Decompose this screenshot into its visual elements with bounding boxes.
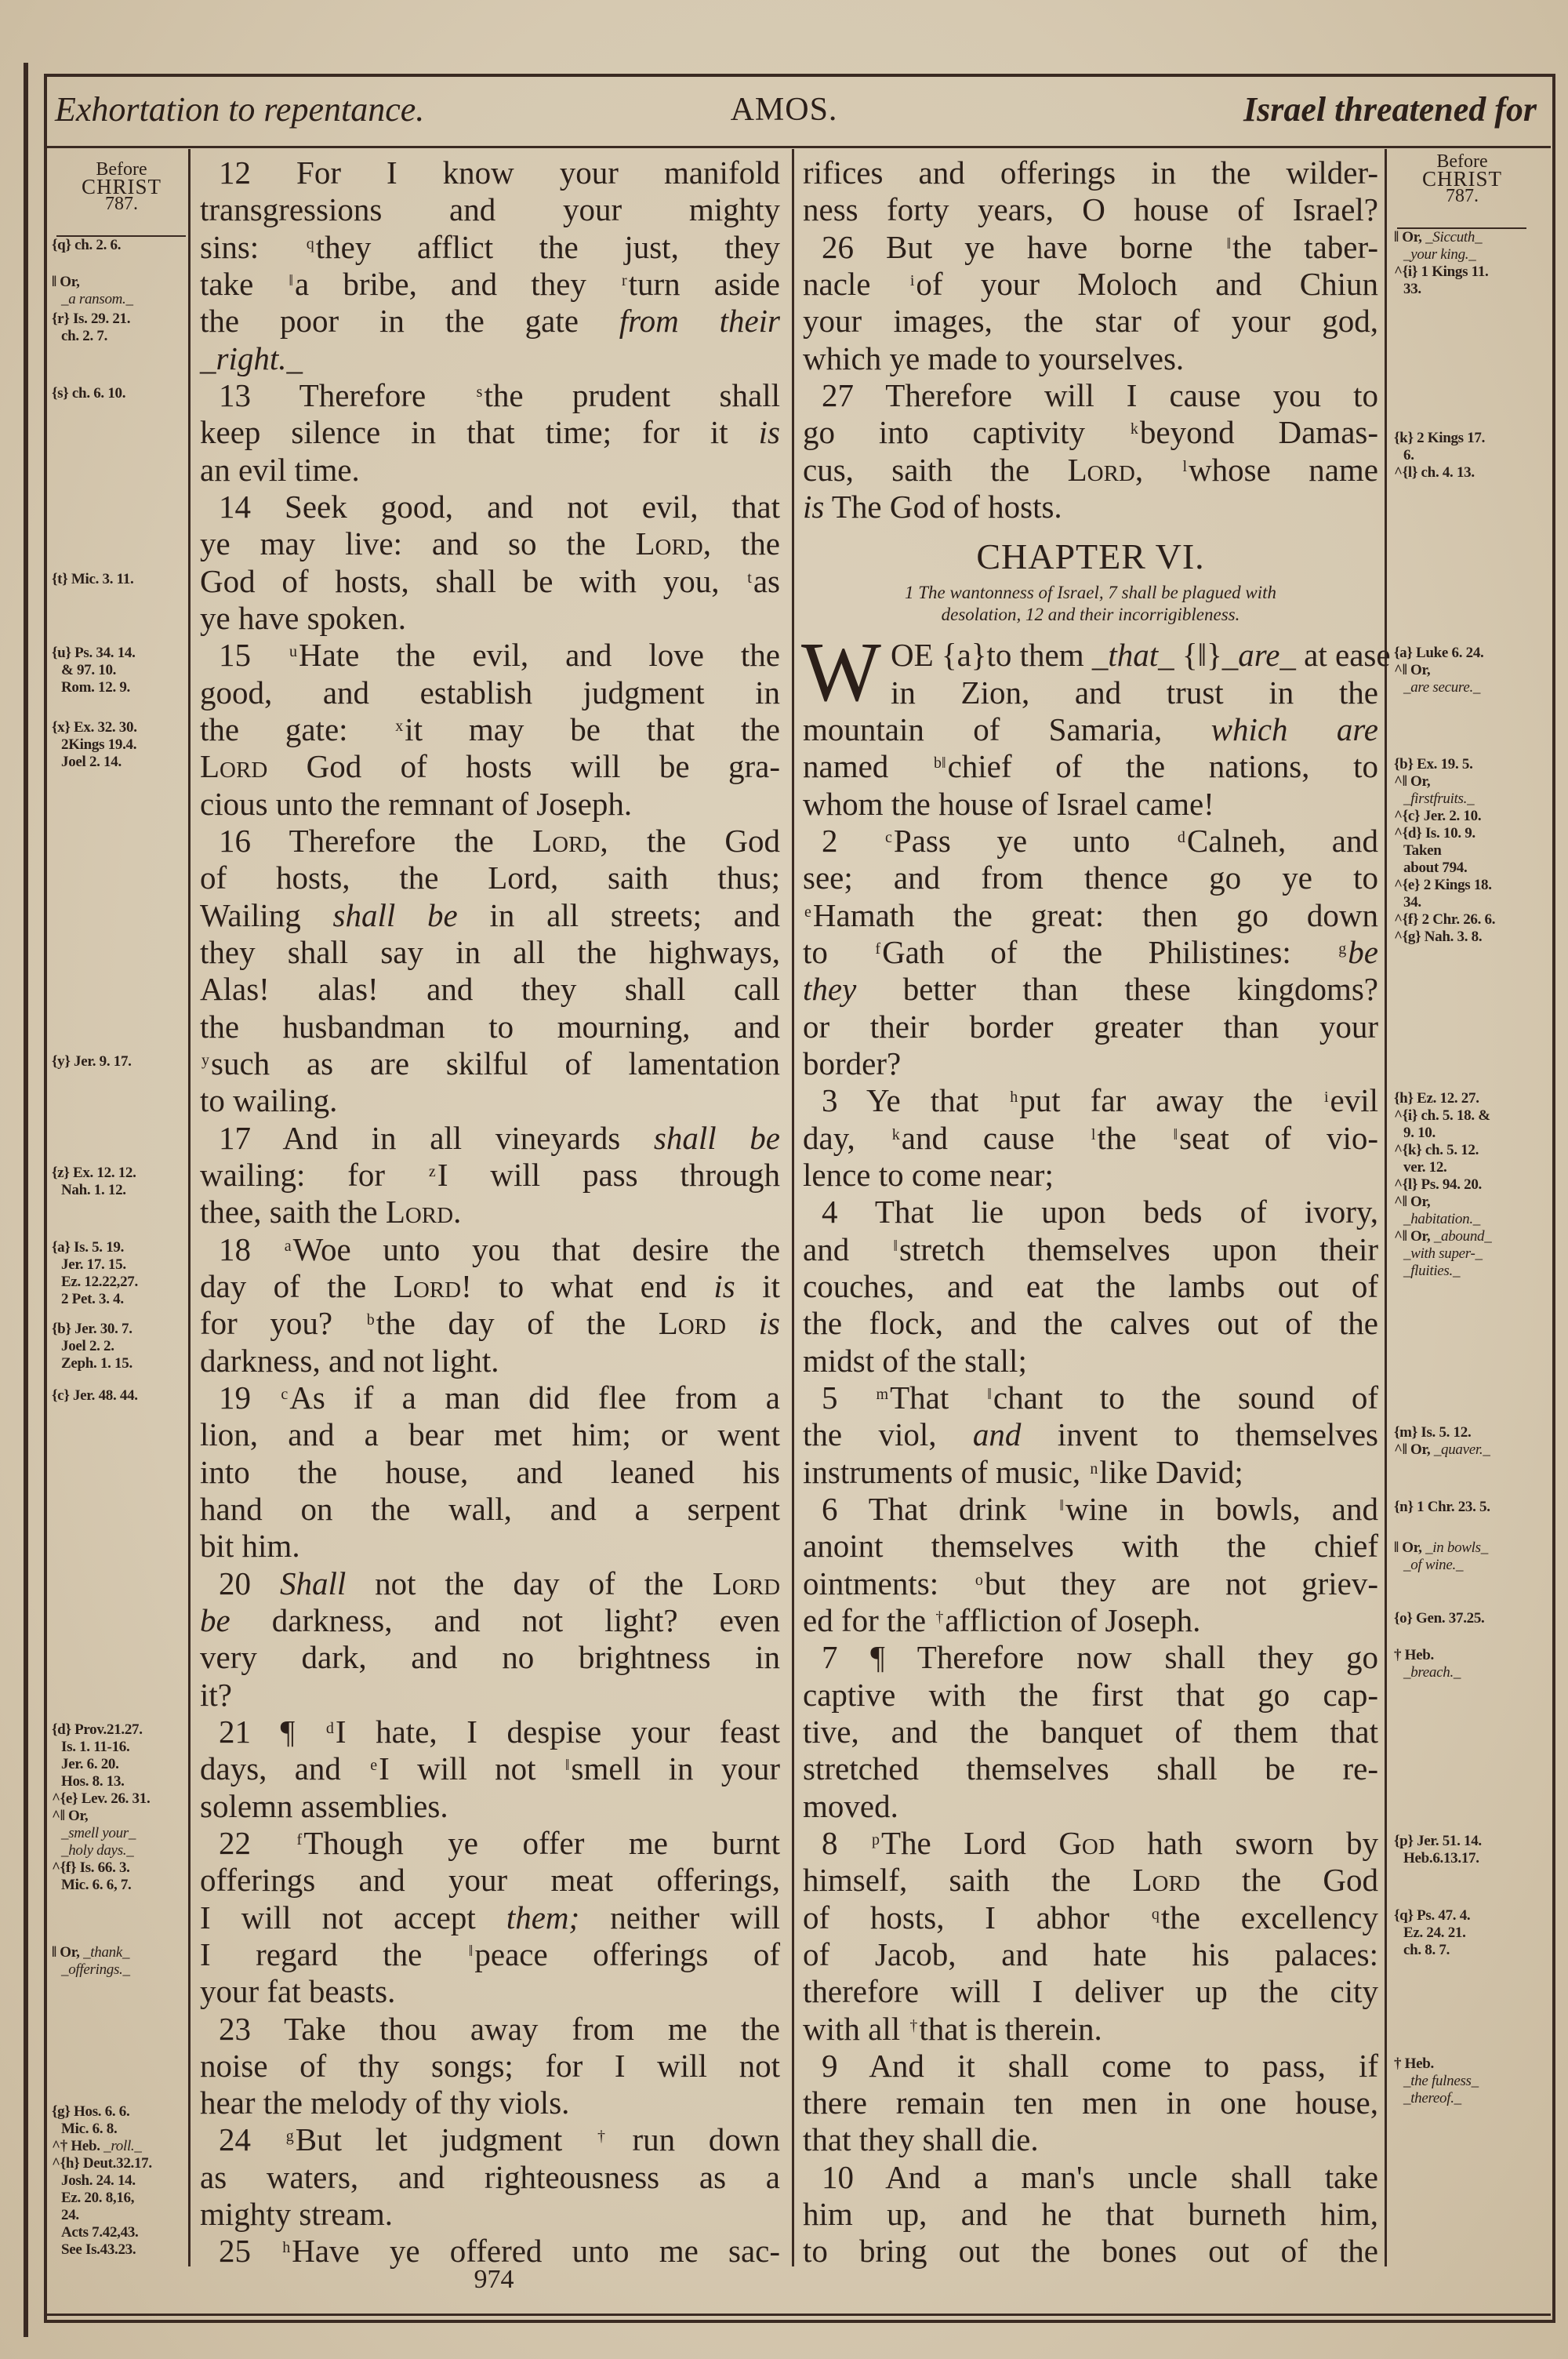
- text-line: an evil time.: [200, 451, 360, 488]
- text-line: 6 That drink ‖wine in bowls, and: [822, 1490, 1378, 1527]
- column-divider: [792, 149, 794, 2266]
- text-line: ness forty years, O house of Israel?: [803, 191, 1378, 228]
- page-number: 974: [474, 2265, 514, 2294]
- margin-note: [1394, 229, 1488, 298]
- text-line: 23 Take thou away from me the: [219, 2010, 780, 2047]
- margin-note-row: ^{i} ch. 5. 18. &: [1394, 1107, 1490, 1125]
- margin-note-row: _smell your_: [61, 1824, 136, 1841]
- margin-note-row: _a ransom._: [61, 290, 133, 307]
- margin-note-row: {b} Jer. 30. 7.: [52, 1320, 132, 1337]
- margin-note: [52, 1053, 132, 1070]
- text-line: ye may live: and so the Lord, the: [200, 525, 780, 562]
- margin-note: [52, 385, 125, 402]
- margin-note: [1394, 1539, 1488, 1574]
- margin-note-row: {y} Jer. 9. 17.: [52, 1052, 132, 1070]
- margin-note: [1394, 430, 1485, 482]
- text-line: captive with the first that go cap-: [803, 1676, 1378, 1713]
- margin-note-row: ^{k} ch. 5. 12.: [1394, 1142, 1479, 1159]
- text-line: 7 ¶ Therefore now shall they go: [822, 1639, 1378, 1676]
- text-line: whom the house of Israel came!: [803, 785, 1214, 822]
- margin-note-row: {u} Ps. 34. 14.: [52, 645, 136, 662]
- text-line: 12 For I know your manifold: [219, 154, 780, 191]
- text-line: border?: [803, 1045, 902, 1081]
- margin-note-row: & 97. 10.: [61, 662, 117, 679]
- text-line: mighty stream.: [200, 2196, 393, 2233]
- margin-note-row: ‖ Or, _in bowls_: [1394, 1539, 1488, 1556]
- text-line: as waters, and righteousness as a: [200, 2158, 780, 2195]
- text-line: mountain of Samaria, which are: [803, 711, 1378, 747]
- text-line: into the house, and leaned his: [200, 1453, 780, 1490]
- text-line: Alas! alas! and they shall call: [200, 971, 780, 1008]
- text-line: moved.: [803, 1787, 898, 1824]
- margin-note-row: {c} Jer. 48. 44.: [52, 1387, 138, 1404]
- margin-note-row: _your king._: [1403, 246, 1476, 264]
- text-line: himself, saith the Lord the God: [803, 1862, 1378, 1899]
- christ-label: CHRIST: [1421, 167, 1503, 191]
- margin-note-row: ^{h} Deut.32.17.: [52, 2155, 152, 2172]
- margin-note-row: {o} Gen. 37.25.: [1394, 1609, 1485, 1627]
- margin-note-row: {r} Is. 29. 21.: [52, 311, 131, 328]
- text-line: 15 $^u$Hate the evil, and love the: [219, 637, 780, 674]
- header-rule: [45, 146, 1551, 148]
- margin-note-row: {z} Ex. 12. 12.: [52, 1164, 136, 1181]
- margin-note: [1394, 1499, 1490, 1516]
- text-line: cus, saith the Lord, $^l$whose name: [803, 451, 1378, 488]
- margin-note: [52, 1944, 130, 1979]
- text-line: 16 Therefore the Lord, the God: [219, 822, 781, 859]
- text-line: see; and from thence go ye to: [803, 860, 1378, 896]
- text-line: day, $^k$and cause $^l$the ‖seat of vio-: [803, 1119, 1378, 1156]
- margin-note-row: Ez. 24. 21.: [1403, 1924, 1466, 1941]
- margin-note-row: † Heb.: [1394, 1647, 1434, 1664]
- text-line: nacle $^i$of your Moloch and Chiun: [803, 265, 1379, 302]
- margin-note: [1394, 1907, 1470, 1959]
- margin-note-row: {a} Luke 6. 24.: [1394, 645, 1484, 662]
- text-line: keep silence in that time; for it is: [200, 414, 780, 451]
- margin-note-row: {g} Hos. 6. 6.: [52, 2103, 130, 2121]
- book-title: AMOS.: [730, 92, 838, 128]
- margin-note-row: ‖ Or, _Siccuth_: [1394, 229, 1483, 246]
- text-line: midst of the stall;: [803, 1342, 1027, 1379]
- text-line: Wailing shall be in all streets; and: [200, 896, 780, 933]
- margin-note-row: Jer. 17. 15.: [61, 1256, 126, 1273]
- margin-note-row: Ez. 12.22,27.: [61, 1273, 138, 1290]
- margin-note: [52, 311, 130, 345]
- text-line: solemn assemblies.: [200, 1787, 448, 1824]
- margin-note-row: 34.: [1403, 894, 1421, 911]
- text-line: your fat beasts.: [200, 1973, 396, 2010]
- margin-note-row: 2Kings 19.4.: [61, 736, 137, 753]
- text-line: 8 $^p$The Lord God hath sworn by: [822, 1824, 1379, 1861]
- margin-note-row: ‖ Or, _thank_: [52, 1943, 130, 1961]
- margin-note-row: _thereof._: [1403, 2089, 1461, 2106]
- text-line: 9 And it shall come to pass, if: [822, 2047, 1378, 2084]
- margin-note-row: ch. 2. 7.: [61, 328, 108, 345]
- christ-label: CHRIST: [81, 175, 162, 198]
- margin-note-row: Acts 7.42,43.: [61, 2224, 139, 2241]
- margin-note-row: {a} Is. 5. 19.: [52, 1238, 125, 1256]
- text-line: ye have spoken.: [200, 599, 406, 636]
- margin-note: [52, 645, 136, 696]
- text-line: days, and $^e$I will not ‖smell in your: [200, 1750, 781, 1787]
- text-line: I regard the ‖peace offerings of: [200, 1936, 780, 1972]
- text-line: the flock, and the calves out of the: [803, 1305, 1378, 1342]
- text-line: 3 Ye that $^h$put far away the $^i$evil: [822, 1082, 1378, 1119]
- margin-note-row: ch. 8. 7.: [1403, 1941, 1450, 1958]
- text-line: 25 $^h$Have ye offered unto me sac-: [219, 2233, 780, 2270]
- margin-note-row: ^‖ Or, _quaver._: [1394, 1441, 1490, 1459]
- text-line: 2 $^c$Pass ye unto $^d$Calneh, and: [822, 822, 1379, 859]
- bottom-rule: [45, 2314, 1551, 2316]
- margin-note: [52, 1321, 132, 1372]
- text-line: of hosts, the Lord, saith thus;: [200, 860, 780, 896]
- margin-note-row: Ez. 20. 8,16,: [61, 2190, 135, 2207]
- text-line: it?: [200, 1676, 232, 1713]
- text-line: ed for the †affliction of Joseph.: [803, 1601, 1201, 1638]
- text-line: 19 $^c$As if a man did flee from a: [219, 1379, 780, 1416]
- text-line: to $^f$Gath of the Philistines: $^g$be: [803, 933, 1378, 970]
- margin-note-row: _habitation._: [1403, 1211, 1480, 1228]
- margin-note-row: ‖ Or,: [52, 273, 80, 290]
- text-line: or their border greater than your: [803, 1008, 1378, 1045]
- margin-note: [1394, 1610, 1485, 1627]
- margin-note-row: Taken: [1403, 842, 1442, 860]
- margin-note-row: {b} Ex. 19. 5.: [1394, 756, 1473, 773]
- text-line: the poor in the gate from their: [200, 303, 781, 340]
- margin-note: [1394, 756, 1495, 946]
- text-line: they better than these kingdoms?: [803, 971, 1378, 1008]
- chapter-summary: desolation, 12 and their incorrigibleness.: [941, 605, 1240, 624]
- margin-note-row: Mic. 6. 8.: [61, 2121, 118, 2138]
- text-line: anoint themselves with the chief: [803, 1528, 1378, 1565]
- margin-note: [52, 1721, 150, 1894]
- text-line: $^y$such as are skilful of lamentation: [201, 1045, 780, 1081]
- text-line: 5 $^m$That ‖chant to the sound of: [822, 1379, 1378, 1416]
- chapter-summary: 1 The wantonness of Israel, 7 shall be plagued with: [904, 583, 1277, 602]
- margin-note-row: Josh. 24. 14.: [61, 2172, 136, 2190]
- text-line: 13 Therefore $^s$the prudent shall: [219, 376, 780, 413]
- text-line: 27 Therefore will I cause you to: [822, 376, 1378, 413]
- margin-note: [52, 719, 137, 771]
- margin-note-row: _the fulness_: [1403, 2072, 1479, 2089]
- text-line: cious unto the remnant of Joseph.: [200, 785, 633, 822]
- margin-note-row: 33.: [1403, 281, 1421, 298]
- margin-note-row: Joel 2. 2.: [61, 1337, 114, 1354]
- text-line: be darkness, and not light? even: [200, 1601, 780, 1638]
- margin-note-row: {n} 1 Chr. 23. 5.: [1394, 1498, 1490, 1515]
- margin-note-row: 9. 10.: [1403, 1125, 1436, 1142]
- text-line: which ye made to yourselves.: [803, 340, 1185, 376]
- margin-note-row: {s} ch. 6. 10.: [52, 384, 126, 402]
- text-line: 21 ¶ $^d$I hate, I despise your feast: [219, 1713, 781, 1750]
- margin-note: [1394, 1833, 1482, 1867]
- text-line: 14 Seek good, and not evil, that: [219, 488, 780, 525]
- margin-note-row: ^{e} 2 Kings 18.: [1394, 877, 1492, 894]
- margin-note-row: _fluities._: [1403, 1263, 1461, 1280]
- margin-note-row: ^{l} Ps. 94. 20.: [1394, 1176, 1482, 1194]
- margin-note-row: ^{f} Is. 66. 3.: [52, 1859, 130, 1876]
- text-line: of hosts, I abhor $^q$the excellency: [803, 1899, 1378, 1936]
- text-line: to bring out the bones out of the: [803, 2233, 1378, 2270]
- margin-note-row: ^‖ Or,: [1394, 662, 1431, 679]
- text-line: him up, and he that burneth him,: [803, 2196, 1378, 2233]
- text-line: $^e$Hamath the great: then go down: [804, 896, 1378, 933]
- margin-note-row: ^† Heb. _roll._: [52, 2138, 142, 2155]
- text-line: 22 $^f$Though ye offer me burnt: [219, 1824, 781, 1861]
- chapter-heading: CHAPTER VI.: [976, 536, 1205, 576]
- margin-note-row: _of wine._: [1403, 1556, 1464, 1573]
- text-line: take ‖a bribe, and they $^r$turn aside: [200, 265, 781, 302]
- margin-note: [52, 1165, 136, 1199]
- text-line: go into captivity $^k$beyond Damas-: [803, 414, 1378, 451]
- margin-note: [52, 274, 133, 308]
- margin-note: [52, 1239, 138, 1308]
- margin-note-row: Hos. 8. 13.: [61, 1772, 125, 1790]
- text-line: and ‖stretch themselves upon their: [803, 1230, 1378, 1267]
- margin-note: [52, 1387, 138, 1405]
- margin-note-row: ^{i} 1 Kings 11.: [1394, 264, 1489, 281]
- margin-note-row: _with super-_: [1403, 1245, 1483, 1263]
- text-line: thee, saith the Lord.: [200, 1194, 462, 1230]
- text-line: hear the melody of thy viols.: [200, 2085, 570, 2121]
- margin-note-row: {q} ch. 2. 6.: [52, 236, 122, 253]
- running-head-right: Israel threatened for: [1243, 90, 1537, 129]
- text-line: is The God of hosts.: [803, 488, 1062, 525]
- text-line: bit him.: [200, 1528, 300, 1565]
- text-line: the viol, and invent to themselves: [803, 1416, 1378, 1453]
- text-line: I will not accept them; neither will: [200, 1899, 780, 1936]
- text-line: lion, and a bear met him; or went: [200, 1416, 780, 1453]
- text-line: 24 $^g$But let judgment †run down: [219, 2121, 781, 2158]
- text-line: 26 But ye have borne ‖the taber-: [822, 228, 1378, 265]
- text-line: your images, the star of your god,: [803, 303, 1378, 340]
- margin-note: [1394, 1090, 1491, 1280]
- margin-note-row: {t} Mic. 3. 11.: [52, 570, 134, 587]
- text-line: rifices and offerings in the wilder-: [803, 154, 1378, 191]
- margin-note-row: ^‖ Or, _abound_: [1394, 1228, 1492, 1245]
- text-line: that they shall die.: [803, 2121, 1039, 2158]
- text-line: in Zion, and trust in the: [891, 674, 1378, 711]
- margin-note-row: 6.: [1403, 446, 1414, 463]
- year-label: 787.: [105, 194, 138, 214]
- text-line: therefore will I deliver up the city: [803, 1973, 1378, 2010]
- margin-note-row: {q} Ps. 47. 4.: [1394, 1906, 1471, 1924]
- text-line: there remain ten men in one house,: [803, 2085, 1378, 2121]
- margin-note: [52, 237, 121, 254]
- margin-note-row: ^{d} Is. 10. 9.: [1394, 825, 1475, 842]
- margin-note: [1394, 1647, 1461, 1681]
- margin-note: [1394, 1424, 1490, 1459]
- text-line: 4 That lie upon beds of ivory,: [822, 1194, 1378, 1230]
- text-line: 20 Shall not the day of the Lord: [219, 1565, 781, 1601]
- margin-note-row: Jer. 6. 20.: [61, 1755, 119, 1772]
- text-line: stretched themselves shall be re-: [803, 1750, 1378, 1787]
- date-box-right: [1396, 153, 1529, 205]
- margin-note-row: ^{g} Nah. 3. 8.: [1394, 929, 1483, 946]
- text-line: 10 And a man's uncle shall take: [822, 2158, 1378, 2195]
- text-line: _right._: [200, 340, 303, 376]
- before-label: Before: [96, 159, 147, 180]
- text-line: the gate: $^x$it may be that the: [200, 711, 780, 747]
- margin-note-row: ^‖ Or,: [52, 1807, 89, 1824]
- text-line: Lord God of hosts will be gra-: [200, 748, 780, 785]
- year-label: 787.: [1446, 186, 1479, 206]
- text-line: couches, and eat the lambs out of: [803, 1267, 1378, 1304]
- margin-note-row: Joel 2. 14.: [61, 753, 122, 770]
- text-line: with all †that is therein.: [803, 2010, 1102, 2047]
- margin-note-row: {d} Prov.21.27.: [52, 1721, 143, 1738]
- text-line: 17 And in all vineyards shall be: [219, 1119, 780, 1156]
- text-line: for you? $^b$the day of the Lord is: [200, 1305, 781, 1342]
- column-divider: [1385, 149, 1387, 2266]
- margin-note-row: {m} Is. 5. 12.: [1394, 1424, 1472, 1441]
- margin-note: [1394, 2055, 1479, 2107]
- margin-note-row: _firstfruits._: [1403, 791, 1475, 808]
- margin-note-row: 2 Pet. 3. 4.: [61, 1290, 124, 1307]
- text-line: of Jacob, and hate his palaces:: [803, 1936, 1378, 1972]
- margin-note-row: _offerings._: [61, 1961, 130, 1978]
- margin-note-row: Rom. 12. 9.: [61, 679, 130, 696]
- margin-note-row: ^{l} ch. 4. 13.: [1394, 463, 1475, 481]
- margin-note-row: Nah. 1. 12.: [61, 1181, 126, 1198]
- text-line: the husbandman to mourning, and: [200, 1008, 780, 1045]
- margin-note-row: Heb.6.13.17.: [1403, 1849, 1479, 1866]
- text-line: very dark, and no brightness in: [200, 1639, 780, 1676]
- text-line: darkness, and not light.: [200, 1342, 499, 1379]
- margin-note-row: _breach._: [1403, 1664, 1461, 1681]
- text-line: day of the Lord! to what end is it: [200, 1267, 780, 1304]
- margin-note-row: ^{e} Lev. 26. 31.: [52, 1790, 151, 1807]
- margin-note-row: Mic. 6. 6, 7.: [61, 1876, 132, 1893]
- text-line: noise of thy songs; for I will not: [200, 2047, 780, 2084]
- text-line: sins: $^q$they afflict the just, they: [200, 228, 780, 265]
- margin-note-row: ver. 12.: [1403, 1159, 1447, 1176]
- margin-note-row: {x} Ex. 32. 30.: [52, 718, 137, 736]
- text-line: hand on the wall, and a serpent: [200, 1490, 780, 1527]
- before-label: Before: [1436, 151, 1488, 172]
- text-line: 18 $^a$Woe unto you that desire the: [219, 1230, 781, 1267]
- margin-note-row: ^{f} 2 Chr. 26. 6.: [1394, 911, 1496, 929]
- margin-note-row: Is. 1. 11-16.: [61, 1738, 130, 1755]
- text-line: OE {a}to them _that_ {‖}_are_ at ease: [891, 637, 1391, 674]
- text-line: named $^{b‖}$chief of the nations, to: [803, 748, 1378, 785]
- margin-note-row: See Is.43.23.: [61, 2241, 136, 2259]
- margin-note-row: Zeph. 1. 15.: [61, 1354, 132, 1372]
- margin-note-row: ^‖ Or,: [1394, 1194, 1431, 1211]
- text-line: ointments: $^o$but they are not griev-: [803, 1565, 1378, 1601]
- margin-note: [52, 571, 133, 588]
- margin-note-row: 24.: [61, 2207, 79, 2224]
- margin-note: [52, 2103, 152, 2259]
- margin-note-row: {k} 2 Kings 17.: [1394, 429, 1486, 446]
- margin-note-row: ^‖ Or,: [1394, 773, 1431, 791]
- text-line: they shall say in all the highways,: [200, 933, 780, 970]
- date-box-left: [55, 161, 188, 213]
- drop-cap: W: [801, 626, 881, 719]
- column-divider: [188, 149, 191, 2266]
- text-line: wailing: for $^z$I will pass through: [200, 1156, 780, 1193]
- margin-note-row: about 794.: [1403, 860, 1468, 877]
- text-line: offerings and your meat offerings,: [200, 1862, 780, 1899]
- margin-note-row: ^{c} Jer. 2. 10.: [1394, 808, 1482, 825]
- text-line: tive, and the banquet of them that: [803, 1713, 1378, 1750]
- text-line: God of hosts, shall be with you, $^t$as: [200, 562, 780, 599]
- margin-note-row: _holy days._: [61, 1841, 134, 1859]
- margin-note-row: _are secure._: [1403, 679, 1481, 696]
- text-line: lence to come near;: [803, 1156, 1054, 1193]
- margin-note: [1394, 645, 1483, 696]
- margin-note-row: † Heb.: [1394, 2055, 1434, 2072]
- text-line: instruments of music, $^n$like David;: [803, 1453, 1243, 1490]
- text-line: good, and establish judgment in: [200, 674, 780, 711]
- margin-note-row: {p} Jer. 51. 14.: [1394, 1832, 1482, 1849]
- text-line: transgressions and your mighty: [200, 191, 780, 228]
- text-line: to wailing.: [200, 1082, 338, 1119]
- margin-note-row: {h} Ez. 12. 27.: [1394, 1090, 1479, 1107]
- running-head-left: Exhortation to repentance.: [55, 90, 425, 129]
